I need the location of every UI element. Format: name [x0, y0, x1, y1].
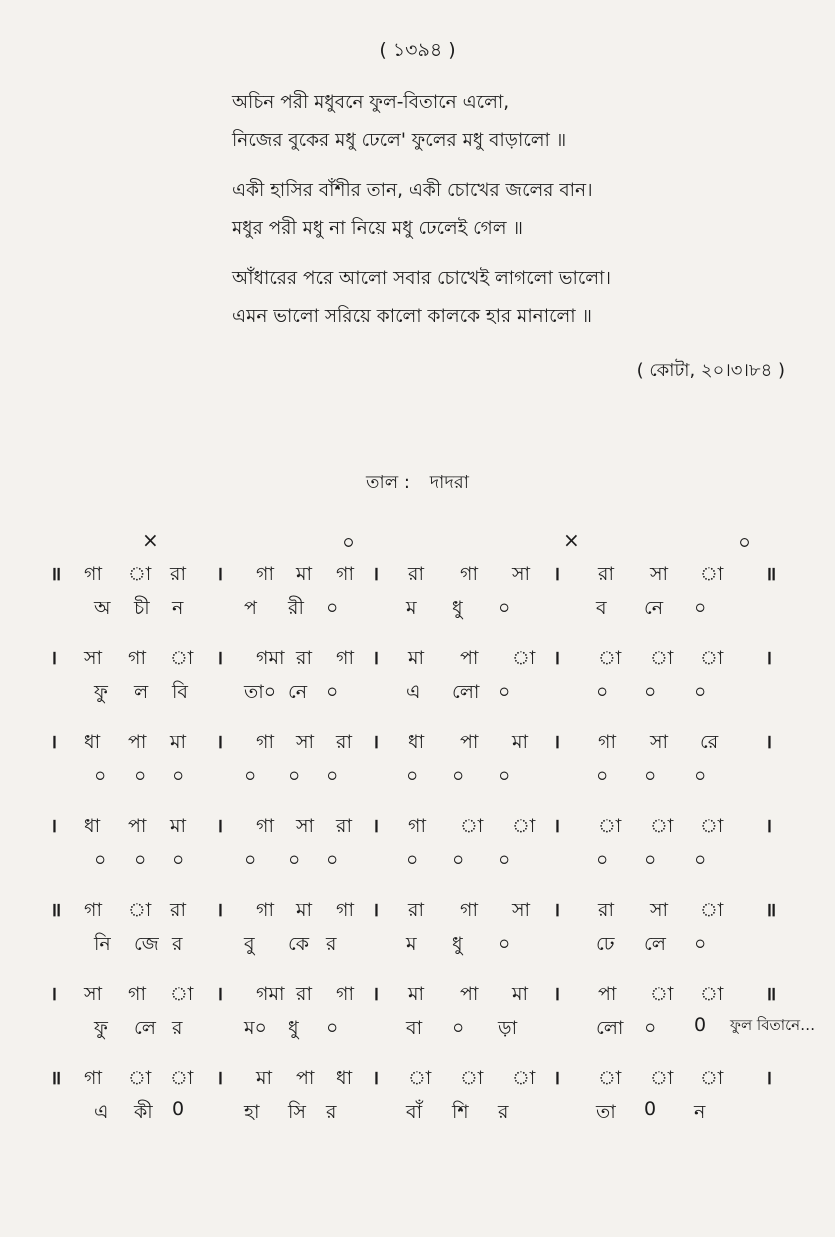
- lyric-syllable: ০: [644, 1017, 657, 1039]
- lyric-syllable: ০: [326, 681, 339, 703]
- note: মা: [512, 983, 529, 1005]
- note: রা: [408, 563, 424, 585]
- bar-line: ।: [216, 983, 224, 1005]
- taal-heading: [0, 468, 835, 499]
- note: া: [700, 983, 724, 1005]
- lyric-syllable: ম: [406, 933, 417, 955]
- note: া: [170, 983, 194, 1005]
- lyric-syllable: ০: [694, 681, 707, 703]
- note: রা: [170, 899, 186, 921]
- lyric-syllable: ০: [94, 849, 107, 871]
- note: া: [700, 647, 724, 669]
- beat-marks: [0, 528, 835, 558]
- note: া: [700, 563, 724, 585]
- lyric-syllable: ০: [94, 765, 107, 787]
- lyric-syllable: ০: [694, 933, 707, 955]
- bar-line: ।: [216, 1067, 224, 1089]
- note: গা: [84, 1067, 102, 1089]
- lyric-syllable: নি: [94, 933, 111, 955]
- bar-line: ।: [553, 815, 561, 837]
- note: গা: [256, 731, 274, 753]
- note: া: [700, 1067, 724, 1089]
- bar-line: ॥: [765, 899, 777, 921]
- lyric-syllable: ম: [406, 597, 417, 619]
- note: ধা: [408, 731, 425, 753]
- note: গা: [336, 563, 354, 585]
- lyric-syllable: ০: [694, 765, 707, 787]
- lyric-syllable: র: [498, 1101, 509, 1123]
- lyric-syllable: লে: [644, 933, 666, 955]
- bar-line: ।: [372, 1067, 380, 1089]
- note: সা: [512, 899, 531, 921]
- lyric-syllable: ০: [326, 849, 339, 871]
- lyric-syllable-row: [0, 930, 835, 980]
- lyric-syllable: ০: [498, 681, 511, 703]
- bar-line: ।: [553, 1067, 561, 1089]
- lyric-syllable: ০: [644, 681, 657, 703]
- lyric-syllable: ০: [326, 1017, 339, 1039]
- note: সা: [296, 815, 315, 837]
- lyric-syllable: ব: [596, 597, 607, 619]
- note: ধা: [84, 815, 101, 837]
- note: পা: [128, 815, 147, 837]
- note: া: [128, 563, 152, 585]
- lyric-syllable: অ: [94, 597, 111, 619]
- lyric-syllable: সি: [288, 1101, 306, 1123]
- notation-row: [0, 896, 835, 930]
- lyric-line: নিজের বুকের মধু ঢেলে' ফুলের মধু বাড়ালো ॥: [232, 130, 567, 151]
- note: গা: [84, 563, 102, 585]
- bar-line: ॥: [765, 983, 777, 1005]
- note: গমা: [256, 647, 285, 669]
- lyric-syllable: বাঁ: [406, 1101, 423, 1123]
- note: মা: [408, 647, 425, 669]
- note: রা: [170, 563, 186, 585]
- lyric-syllable: 0: [694, 1014, 707, 1036]
- lyric-syllable: বা: [406, 1017, 423, 1039]
- note: রা: [336, 731, 352, 753]
- note: া: [598, 1067, 622, 1089]
- lyric-syllable: ০: [134, 765, 147, 787]
- note: সা: [650, 731, 669, 753]
- bar-line: ।: [216, 899, 224, 921]
- place-date: ( কোটা, ২০।৩।৮৪ ): [636, 360, 785, 381]
- note: গমা: [256, 983, 285, 1005]
- lyric-syllable: এ: [406, 681, 421, 703]
- lyric-syllable-row: [0, 678, 835, 728]
- note: সা: [84, 983, 103, 1005]
- note: ধা: [84, 731, 101, 753]
- lyric-syllable: তা: [596, 1101, 616, 1123]
- note: া: [650, 647, 674, 669]
- note: পা: [460, 983, 479, 1005]
- lyric-syllable-row: [0, 594, 835, 644]
- lyric-syllable: ০: [326, 765, 339, 787]
- lyric-syllable: তা০: [244, 681, 277, 703]
- note: গা: [84, 899, 102, 921]
- note: পা: [128, 731, 147, 753]
- note: গা: [256, 563, 274, 585]
- lyric-syllable: ০: [452, 1017, 465, 1039]
- note: রা: [408, 899, 424, 921]
- bar-line: ।: [216, 815, 224, 837]
- lyric-syllable: ০: [596, 765, 609, 787]
- bar-line: ।: [765, 815, 773, 837]
- lyric-syllable: ০: [498, 849, 511, 871]
- lyric-syllable: ০: [498, 597, 511, 619]
- lyric-line: মধুর পরী মধু না নিয়ে মধু ঢেলেই গেল ॥: [232, 218, 523, 239]
- lyric-syllable: ০: [644, 849, 657, 871]
- note: সা: [296, 731, 315, 753]
- lyric-syllable: শি: [452, 1101, 469, 1123]
- bar-line: ॥: [50, 899, 62, 921]
- lyric-syllable: ০: [452, 765, 465, 787]
- note: মা: [512, 731, 529, 753]
- bar-line: ।: [553, 731, 561, 753]
- lyric-syllable: লো: [596, 1017, 624, 1039]
- bar-line: ।: [765, 1067, 773, 1089]
- lyric-syllable: নে: [644, 597, 664, 619]
- note: গা: [598, 731, 616, 753]
- note: া: [512, 647, 536, 669]
- note: সা: [512, 563, 531, 585]
- notation-row: [0, 560, 835, 594]
- lyric-syllable: ০: [498, 765, 511, 787]
- note: মা: [170, 815, 187, 837]
- lyric-syllable: ধু: [288, 1017, 299, 1039]
- lyric-syllable: লো: [452, 681, 480, 703]
- note: া: [598, 647, 622, 669]
- lyric-syllable: ০: [244, 849, 257, 871]
- lyric-line: এমন ভালো সরিয়ে কালো কালকে হার মানালো ॥: [232, 306, 593, 327]
- bar-line: ।: [372, 983, 380, 1005]
- lyric-syllable: ০: [244, 765, 257, 787]
- lyric-syllable: ০: [288, 765, 301, 787]
- note: া: [650, 815, 674, 837]
- lyric-syllable: ০: [596, 681, 609, 703]
- bar-line: ।: [372, 647, 380, 669]
- lyric-syllable-row: [0, 1014, 835, 1064]
- lyric-syllable: ন: [694, 1101, 706, 1123]
- bar-line: ।: [553, 899, 561, 921]
- notation-table: [0, 560, 835, 1148]
- note: া: [512, 815, 536, 837]
- bar-line: ।: [216, 731, 224, 753]
- note: া: [700, 815, 724, 837]
- note: গা: [460, 563, 478, 585]
- note: া: [650, 983, 674, 1005]
- note: গা: [408, 815, 426, 837]
- bar-line: ॥: [765, 563, 777, 585]
- lyric-syllable: রী: [288, 597, 304, 619]
- bar-line: ।: [553, 647, 561, 669]
- lyric-syllable: ধু: [452, 597, 463, 619]
- lyric-syllable-row: [0, 1098, 835, 1148]
- bar-line: ।: [216, 647, 224, 669]
- note: গা: [128, 983, 146, 1005]
- lyric-syllable: ০: [406, 849, 419, 871]
- beat-mark-khali: ০: [342, 530, 356, 554]
- lyric-syllable: ০: [596, 849, 609, 871]
- beat-mark-sam: ×: [142, 528, 159, 552]
- note: গা: [128, 647, 146, 669]
- note: া: [598, 815, 622, 837]
- note: া: [460, 815, 484, 837]
- lyric-syllable: ০: [288, 849, 301, 871]
- note: পা: [460, 647, 479, 669]
- lyric-syllable: কে: [288, 933, 310, 955]
- note: া: [128, 899, 152, 921]
- lyric-line: অচিন পরী মধুবনে ফুল-বিতানে এলো,: [232, 92, 510, 113]
- bar-line: ।: [553, 563, 561, 585]
- page-number: ( ১৩৯৪ ): [379, 39, 456, 61]
- note: গা: [256, 815, 274, 837]
- note: পা: [598, 983, 617, 1005]
- lyrics-block: [232, 84, 611, 336]
- note: া: [460, 1067, 484, 1089]
- lyric-syllable-row: [0, 846, 835, 896]
- lyric-syllable: ০: [694, 849, 707, 871]
- bar-line: ॥: [50, 1067, 62, 1089]
- lyric-line: একী হাসির বাঁশীর তান, একী চোখের জলের বান।: [232, 180, 593, 201]
- note: গা: [256, 899, 274, 921]
- lyric-syllable: র: [326, 1101, 337, 1123]
- margin-note: ফুল বিতানে…: [730, 1016, 816, 1034]
- note: া: [170, 1067, 194, 1089]
- bar-line: ।: [372, 899, 380, 921]
- lyric-syllable: ঢে: [596, 933, 615, 955]
- bar-line: ।: [50, 647, 58, 669]
- note: রে: [700, 731, 719, 753]
- note: মা: [170, 731, 187, 753]
- note: মা: [296, 563, 313, 585]
- notation-row: [0, 980, 835, 1014]
- note: া: [700, 899, 724, 921]
- note: রা: [598, 563, 614, 585]
- note: মা: [408, 983, 425, 1005]
- notation-row: [0, 644, 835, 678]
- note: গা: [336, 647, 354, 669]
- lyric-syllable: ০: [172, 765, 185, 787]
- bar-line: ।: [553, 983, 561, 1005]
- bar-line: ।: [50, 983, 58, 1005]
- lyric-syllable: বি: [172, 681, 189, 703]
- lyric-syllable: ০: [452, 849, 465, 871]
- lyric-syllable: কী: [134, 1101, 153, 1123]
- lyric-syllable: ন: [172, 597, 184, 619]
- note: মা: [256, 1067, 273, 1089]
- bar-line: ।: [372, 815, 380, 837]
- lyric-syllable: ধু: [452, 933, 463, 955]
- note: রা: [296, 983, 312, 1005]
- note: সা: [650, 563, 669, 585]
- bar-line: ॥: [50, 563, 62, 585]
- lyric-syllable: ০: [498, 933, 511, 955]
- note: রা: [336, 815, 352, 837]
- lyric-syllable: ০: [172, 849, 185, 871]
- note: রা: [598, 899, 614, 921]
- taal-name: দাদরা: [429, 472, 469, 493]
- bar-line: ।: [372, 731, 380, 753]
- lyric-syllable: ০: [134, 849, 147, 871]
- note: রা: [296, 647, 312, 669]
- note: গা: [336, 899, 354, 921]
- lyric-syllable: হা: [244, 1101, 260, 1123]
- beat-mark-khali: ০: [738, 530, 752, 554]
- note: া: [650, 1067, 674, 1089]
- lyric-syllable: 0: [172, 1098, 185, 1120]
- note: া: [408, 1067, 432, 1089]
- notation-row: [0, 728, 835, 762]
- lyric-syllable: জে: [134, 933, 159, 955]
- notation-row: [0, 1064, 835, 1098]
- note: া: [512, 1067, 536, 1089]
- lyric-syllable: 0: [644, 1098, 657, 1120]
- lyric-line: আঁধারের পরে আলো সবার চোখেই লাগলো ভালো।: [232, 268, 612, 289]
- note: া: [128, 1067, 152, 1089]
- note: া: [170, 647, 194, 669]
- note: পা: [460, 731, 479, 753]
- lyric-syllable: লে: [134, 1017, 156, 1039]
- taal-label: তাল :: [366, 472, 410, 493]
- lyric-syllable: ০: [644, 765, 657, 787]
- lyric-syllable: ০: [694, 597, 707, 619]
- note: গা: [336, 983, 354, 1005]
- lyric-syllable: এ: [94, 1101, 109, 1123]
- lyric-syllable: ফু: [94, 1017, 108, 1039]
- note: গা: [460, 899, 478, 921]
- lyric-syllable: র: [326, 933, 337, 955]
- note: পা: [296, 1067, 315, 1089]
- note: সা: [650, 899, 669, 921]
- bar-line: ।: [372, 563, 380, 585]
- bar-line: ।: [50, 731, 58, 753]
- lyric-syllable: নে: [288, 681, 308, 703]
- lyric-syllable: বু: [244, 933, 255, 955]
- lyric-syllable: র: [172, 933, 183, 955]
- bar-line: ।: [216, 563, 224, 585]
- lyric-syllable: প: [244, 597, 257, 619]
- bar-line: ।: [50, 815, 58, 837]
- lyric-syllable: চী: [134, 597, 150, 619]
- note: ধা: [336, 1067, 353, 1089]
- lyric-syllable: র: [172, 1017, 183, 1039]
- beat-mark-sam: ×: [563, 528, 580, 552]
- lyric-syllable: ম০: [244, 1017, 267, 1039]
- lyric-syllable: ০: [326, 597, 339, 619]
- lyric-syllable-row: [0, 762, 835, 812]
- note: সা: [84, 647, 103, 669]
- notation-row: [0, 812, 835, 846]
- lyric-syllable: ফু: [94, 681, 108, 703]
- lyric-syllable: ০: [406, 765, 419, 787]
- bar-line: ।: [765, 647, 773, 669]
- lyric-syllable: ড়া: [498, 1017, 518, 1039]
- lyric-syllable: ল: [134, 681, 149, 703]
- note: মা: [296, 899, 313, 921]
- bar-line: ।: [765, 731, 773, 753]
